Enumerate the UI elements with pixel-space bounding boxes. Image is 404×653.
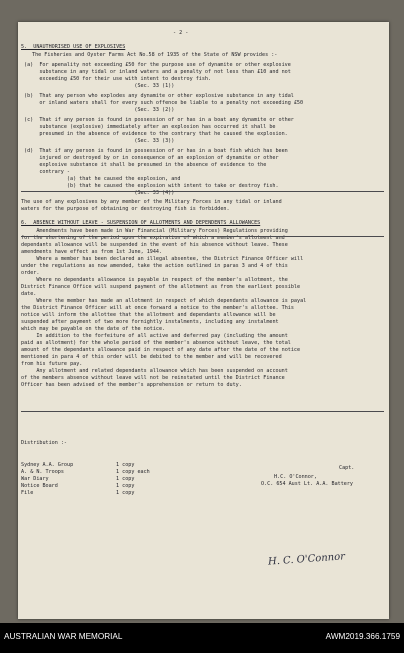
section-5-a-line-2: substance in any tidal or inland waters and a penalty of not less than £10 and not xyxy=(24,69,291,75)
section-5-d-line-2: injured or destroyed by or in consequence of an explosion of dynamite or other xyxy=(24,155,279,161)
distribution-recipient: War Diary xyxy=(21,476,49,482)
section-6-line: date. xyxy=(21,291,37,297)
section-5-d-line-3: explosive substance it shall be presumed in the absence of evidence to the xyxy=(24,162,267,168)
distribution-quantity: 1 copy each xyxy=(116,469,150,475)
section-6-line: In addition to the forfeiture of all active and deferred pay (including the amount xyxy=(21,333,288,339)
signatory-name: H.C. O'Connor, xyxy=(274,474,317,480)
section-6-line: the District Finance Officer will at once forward a notice to the member's allottee. This xyxy=(21,305,294,311)
distribution-recipient: Notice Board xyxy=(21,483,58,489)
section-5-d-sub-b: (b) that he caused the explosion with intent to take or destroy fish. xyxy=(24,183,279,189)
section-5-a-ref: (Sec. 33 (1)) xyxy=(24,83,175,89)
section-6-line: paid as allotment) for the whole period of the member's absence without leave, the total xyxy=(21,340,291,346)
section-5-a-line-3: exceeding £50 for their use with intent to destroy fish. xyxy=(24,76,212,82)
section-6-line: of the members absence without leave will not be reinstated until the District Finance xyxy=(21,375,285,381)
section-5-d-line-1: (d) That if any person is found in possession of or has in a boat fish which has been xyxy=(24,148,288,154)
section-5-heading: 5. UNAUTHORISED USE OF EXPLOSIVES xyxy=(21,44,126,50)
distribution-quantity: 1 copy xyxy=(116,483,135,489)
section-6-line: District Finance Office will suspend payment of the allotment as from the earliest possible xyxy=(21,284,301,290)
section-6-line: Where a member has been declared an illegal absentee, the District Finance Officer will xyxy=(21,256,304,262)
distribution-heading: Distribution :- xyxy=(21,440,68,446)
footer-institution: AUSTRALIAN WAR MEMORIAL xyxy=(4,632,123,641)
section-6-line: Where the member has made an allotment in respect of which dependants allowance is payal xyxy=(21,298,307,304)
section-5-c-line-1: (c) That if any person is found in possession of or has in a boat any dynamite or other xyxy=(24,117,294,123)
section-6-line: Where no dependants allowance is payable in respect of the member's allotment, the xyxy=(21,277,288,283)
distribution-quantity: 1 copy xyxy=(116,490,135,496)
section-5-b-ref: (Sec. 33 (2)) xyxy=(24,107,175,113)
section-6-line: mentioned in para 4 of this order will be debited to the member and will be recovered xyxy=(21,354,282,360)
section-5-c-line-3: presumed in the absence of evidence to the contrary that he caused the explosion. xyxy=(24,131,288,137)
section-5-d-sub-a: (a) that he caused the explosion, and xyxy=(24,176,181,182)
section-5-c-ref: (Sec. 33 (3)) xyxy=(24,138,175,144)
section-6-line: from his future pay. xyxy=(21,361,83,367)
section-6-line: Amendments have been made in War Financial (Military Forces) Regulations providing xyxy=(21,228,288,234)
section-6-line: amendments have effect as from 1st June, 1944. xyxy=(21,249,163,255)
section-6-line: notice will inform the allottee that the allotment and dependants allowance will be xyxy=(21,312,276,318)
section-5-d-line-4: contrary - xyxy=(24,169,71,175)
section-6-line: amount of the dependants allowance paid in respect of any date after the date of the notice xyxy=(21,347,301,353)
distribution-recipient: Sydney A.A. Group xyxy=(21,462,74,468)
section-6-line: dependants allowance will be suspended in the event of his absence without leave. These xyxy=(21,242,288,248)
section-5-intro: The Fisheries and Oyster Farms Act No.58 of 1935 of the State of NSW provides :- xyxy=(32,52,278,58)
section-5-c-line-2: substance (explosive) immediately after an explosion has occurred it shall be xyxy=(24,124,276,130)
distribution-quantity: 1 copy xyxy=(116,462,135,468)
distribution-quantity: 1 copy xyxy=(116,476,135,482)
section-5-closing-2: waters for the purpose of obtaining or destroying fish is forbidden. xyxy=(21,206,230,212)
section-5-d-ref: (Sec. 33 (4)) xyxy=(24,190,175,196)
section-6-line: under the regulations as now amended, take the action outlined in paras 3 and 4 of this xyxy=(21,263,288,269)
page-number: - 2 - xyxy=(173,30,189,36)
distribution-recipient: A. & N. Troops xyxy=(21,469,64,475)
section-6-line: suspended after payment of two more fornightly instalments, including any instalment xyxy=(21,319,279,325)
section-6-heading: 6. ABSENCE WITHOUT LEAVE - SUSPENSION OF ALLOTMENTS AND DEPENDENTS ALLOWANCES xyxy=(21,220,261,226)
section-6-line: order. xyxy=(21,270,40,276)
section-6-line: Any allotment and related dependants allowance which has been suspended on account xyxy=(21,368,288,374)
footer-accession-number: AWM2019.366.1759 xyxy=(325,632,400,641)
signatory-title: O.C. 654 Aust Lt. A.A. Battery xyxy=(261,481,354,487)
distribution-recipient: File xyxy=(21,490,34,496)
signatory-rank: Capt. xyxy=(339,465,355,471)
section-6-line: Officer has been advised of the member's apprehension or return to duty. xyxy=(21,382,242,388)
section-5-b-line-2: or inland waters shall for every such offence be liable to a penalty not exceeding £50 xyxy=(24,100,304,106)
section-6-line: for the shortening of the period upon the expiration of which a member's allotment and xyxy=(21,235,285,241)
divider xyxy=(21,236,384,237)
footer-bar xyxy=(0,623,404,653)
document-page xyxy=(18,22,389,619)
section-5-b-line-1: (b) That any person who explodes any dynamite or other explosive substance in any tidal xyxy=(24,93,294,99)
section-5-a-line-1: (a) For apenality not exceeding £50 for the purpose use of dynamite or other explosive xyxy=(24,62,291,68)
divider xyxy=(21,411,384,412)
divider xyxy=(21,191,384,192)
section-5-closing-1: The use of any explosives by any member of the Military Forces in any tidal or inland xyxy=(21,199,282,205)
handwritten-signature: H. C. O'Connor xyxy=(267,551,346,568)
section-6-line: which may be payable on the date of the notice. xyxy=(21,326,166,332)
